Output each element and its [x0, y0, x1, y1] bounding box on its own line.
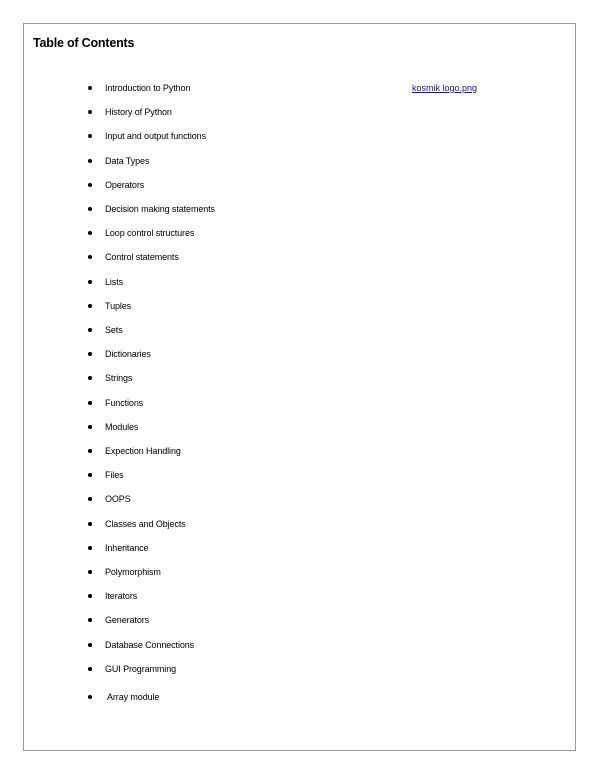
- toc-list-item: [88, 372, 388, 386]
- toc-item-label: Inheritance: [105, 542, 149, 553]
- toc-item-label: Introduction to Python: [105, 83, 191, 93]
- toc-item-label: Array module: [107, 692, 160, 702]
- bullet-icon: [88, 134, 92, 138]
- bullet-icon: [88, 231, 92, 235]
- toc-list-item: [88, 179, 388, 193]
- toc-list-item: [88, 300, 388, 314]
- toc-item-label: Dictionaries: [105, 349, 151, 360]
- toc-item-label: Modules: [105, 421, 139, 432]
- bullet-icon: [88, 695, 92, 699]
- toc-item-label: Classes and Objects: [105, 518, 186, 529]
- toc-item-label: Sets: [105, 325, 123, 335]
- toc-list-item: [88, 542, 388, 556]
- toc-item-label: Input and output functions: [105, 131, 206, 142]
- toc-list-item: [88, 155, 388, 169]
- toc-list-item: [88, 251, 388, 265]
- toc-list-item: [88, 397, 388, 411]
- bullet-icon: [88, 643, 92, 647]
- bullet-icon: [88, 401, 92, 405]
- bullet-icon: [88, 159, 92, 163]
- bullet-icon: [88, 522, 92, 526]
- bullet-icon: [88, 304, 92, 308]
- bullet-icon: [88, 86, 92, 90]
- bullet-icon: [88, 449, 92, 453]
- bullet-icon: [88, 352, 92, 356]
- bullet-icon: [88, 473, 92, 477]
- toc-item-label: Iterators: [105, 591, 138, 602]
- bullet-icon: [88, 425, 92, 429]
- bullet-icon: [88, 183, 92, 187]
- toc-item-label: History of Python: [105, 107, 172, 118]
- toc-list-item: [88, 106, 388, 120]
- toc-list-item: [88, 639, 388, 653]
- toc-list-item: [88, 469, 388, 483]
- toc-list-item: [88, 203, 388, 217]
- toc-list-item: [88, 614, 388, 628]
- toc-list-item: [88, 421, 388, 435]
- toc-list-item: [88, 324, 388, 338]
- toc-list-item: [88, 691, 388, 705]
- toc-list-item: [88, 227, 388, 241]
- toc-item-label: Generators: [105, 615, 150, 626]
- bullet-icon: [88, 110, 92, 114]
- toc-list-item: [88, 348, 388, 362]
- toc-item-label: GUI Programming: [105, 663, 177, 674]
- toc-list-item: [88, 445, 388, 459]
- bullet-icon: [88, 207, 92, 211]
- toc-item-label: Files: [105, 470, 124, 481]
- bullet-icon: [88, 667, 92, 671]
- bullet-icon: [88, 280, 92, 284]
- bullet-icon: [88, 497, 92, 501]
- toc-item-label: Strings: [105, 373, 133, 384]
- toc-item-label: Polymorphism: [105, 567, 161, 577]
- toc-item-label: Tuples: [105, 300, 132, 311]
- toc-item-label: Lists: [105, 276, 124, 287]
- toc-item-label: Functions: [105, 397, 144, 408]
- toc-item-label: Data Types: [105, 155, 150, 166]
- toc-item-label: Expection Handling: [105, 446, 181, 456]
- toc-list-item: [88, 276, 388, 290]
- toc-item-label: OOPS: [105, 494, 131, 505]
- bullet-icon: [88, 328, 92, 332]
- bullet-icon: [88, 376, 92, 380]
- toc-list-item: [88, 130, 388, 144]
- bullet-icon: [88, 594, 92, 598]
- toc-item-label: Operators: [105, 179, 145, 190]
- bullet-icon: [88, 570, 92, 574]
- toc-list-item: [88, 566, 388, 580]
- toc-item-label: Control statements: [105, 252, 179, 263]
- toc-list-item: [88, 590, 388, 604]
- bullet-icon: [88, 618, 92, 622]
- logo-file-link[interactable]: kosmik logo.png: [412, 83, 478, 93]
- page-title: Table of Contents: [33, 36, 135, 50]
- toc-item-label: Loop control structures: [105, 228, 195, 239]
- toc-list-item: [88, 493, 388, 507]
- toc-list-item: [88, 663, 388, 677]
- toc-item-label: Database Connections: [105, 639, 195, 650]
- bullet-icon: [88, 255, 92, 259]
- bullet-icon: [88, 546, 92, 550]
- toc-list-item: [88, 518, 388, 532]
- toc-item-label: Decision making statements: [105, 204, 215, 214]
- toc-list-item: [88, 82, 388, 96]
